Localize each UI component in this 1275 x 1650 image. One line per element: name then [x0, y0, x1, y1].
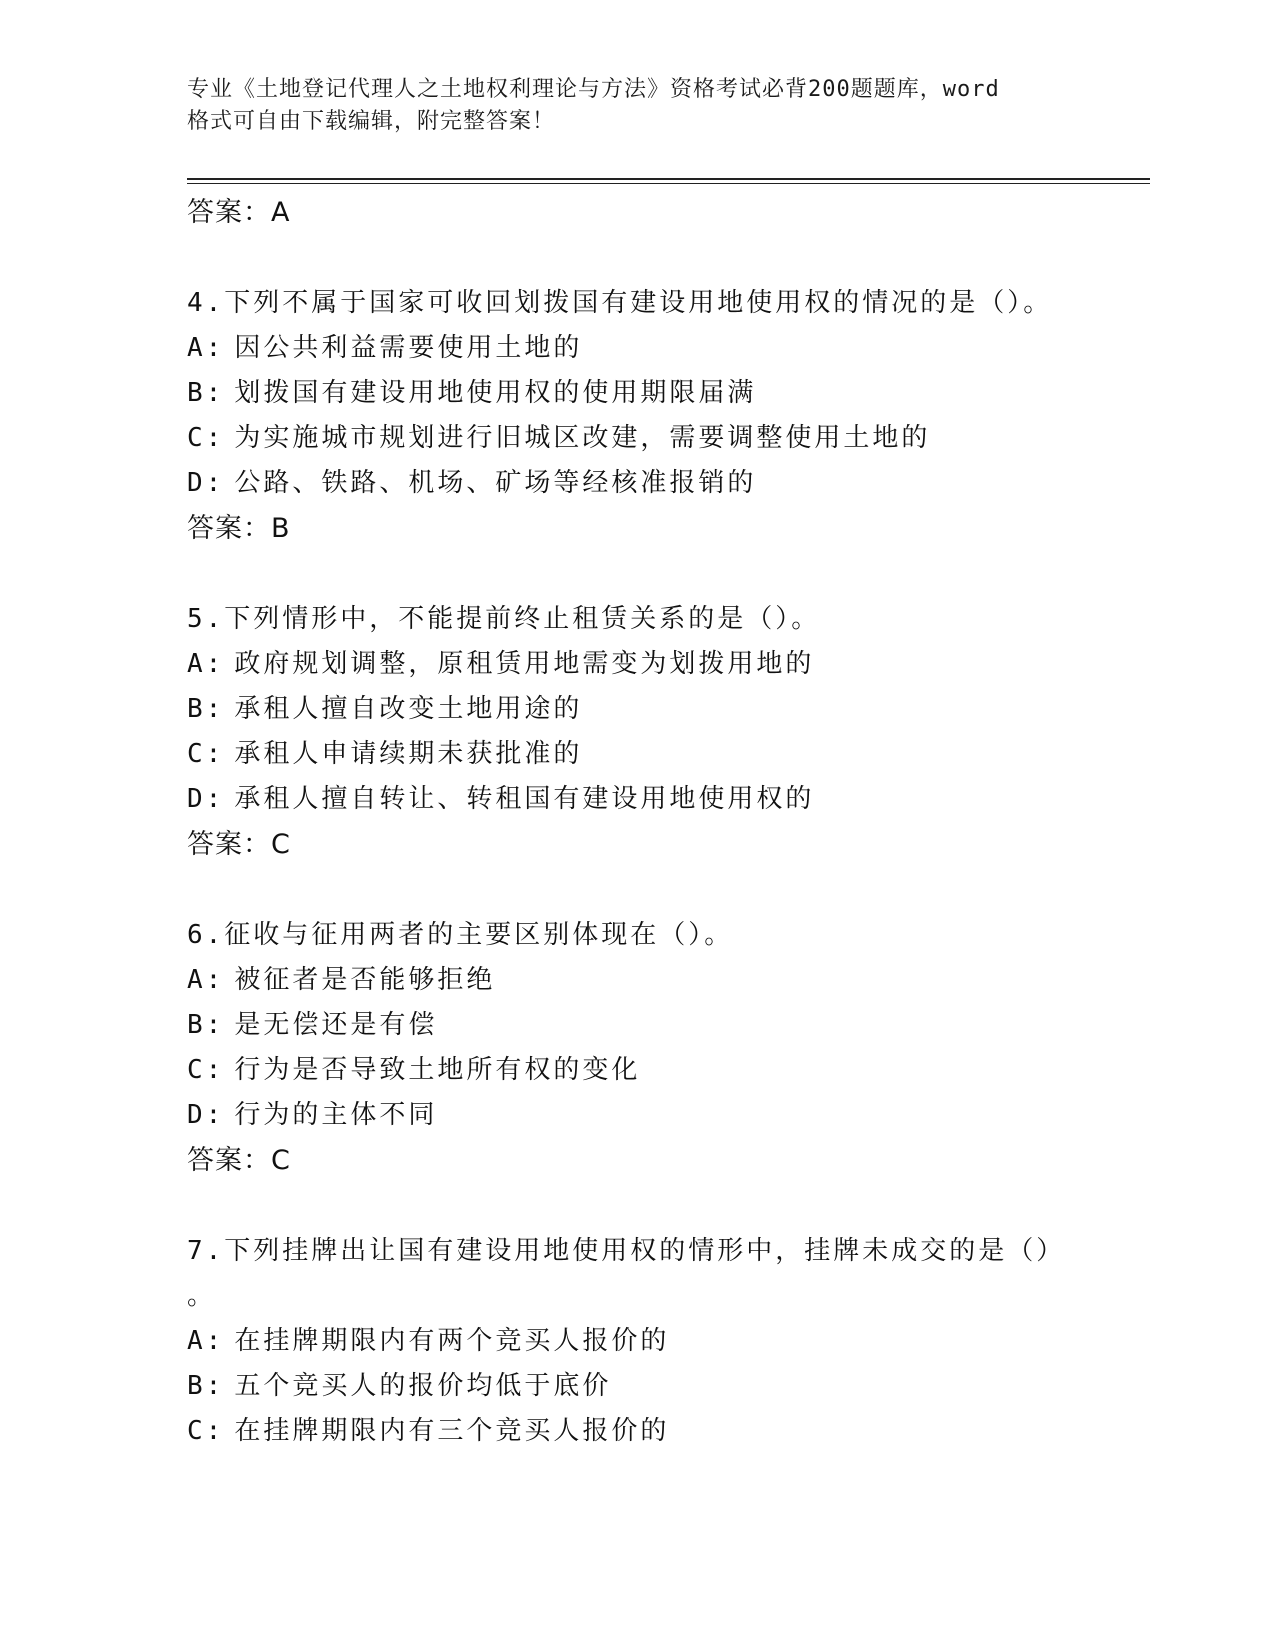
header-line-2: 格式可自由下载编辑，附完整答案！ [187, 109, 556, 134]
question-stem: 4.下列不属于国家可收回划拨国有建设用地使用权的情况的是（）。 [187, 288, 1053, 318]
option-text: 承租人擅自转让、转租国有建设用地使用权的 [234, 784, 815, 814]
option-text: 在挂牌期限内有三个竞买人报价的 [234, 1416, 670, 1446]
question-4 [187, 281, 1067, 551]
option-c [187, 732, 1067, 777]
option-key: B: [187, 1010, 225, 1040]
option-key: B: [187, 1371, 225, 1401]
question-stem: 5.下列情形中，不能提前终止租赁关系的是（）。 [187, 604, 821, 634]
answer-line: 答案：C [187, 829, 291, 860]
option-key: C: [187, 423, 225, 453]
option-a [187, 326, 1067, 371]
option-key: C: [187, 739, 225, 769]
option-c [187, 1409, 1067, 1454]
header-line-1: 专业《土地登记代理人之土地权利理论与方法》资格考试必背200题题库，word [187, 77, 1000, 102]
option-text: 因公共利益需要使用土地的 [234, 333, 583, 363]
question-stem: 6.征收与征用两者的主要区别体现在（）。 [187, 920, 734, 950]
option-text: 为实施城市规划进行旧城区改建，需要调整使用土地的 [234, 423, 931, 453]
option-d [187, 461, 1067, 506]
option-a [187, 958, 1067, 1003]
option-key: C: [187, 1416, 225, 1446]
option-text: 承租人申请续期未获批准的 [234, 739, 583, 769]
option-b [187, 1003, 1067, 1048]
option-d [187, 1093, 1067, 1138]
option-key: A: [187, 649, 225, 679]
option-text: 政府规划调整，原租赁用地需变为划拨用地的 [234, 649, 815, 679]
document-header [187, 74, 1067, 138]
question-7 [187, 1229, 1067, 1454]
option-c [187, 1048, 1067, 1093]
option-text: 行为的主体不同 [234, 1100, 438, 1130]
option-key: A: [187, 333, 225, 363]
option-text: 五个竞买人的报价均低于底价 [234, 1371, 612, 1401]
question-stem-continuation: 。 [187, 1281, 217, 1311]
option-c [187, 416, 1067, 461]
option-text: 被征者是否能够拒绝 [234, 965, 496, 995]
option-key: D: [187, 784, 225, 814]
question-stem: 7.下列挂牌出让国有建设用地使用权的情形中，挂牌未成交的是（） [187, 1236, 1066, 1266]
option-key: A: [187, 965, 225, 995]
question-5 [187, 597, 1067, 867]
option-text: 承租人擅自改变土地用途的 [234, 694, 583, 724]
option-text: 划拨国有建设用地使用权的使用期限届满 [234, 378, 757, 408]
option-text: 在挂牌期限内有两个竞买人报价的 [234, 1326, 670, 1356]
question-6 [187, 913, 1067, 1183]
header-divider-thin [187, 183, 1150, 184]
option-key: C: [187, 1055, 225, 1085]
option-key: D: [187, 468, 225, 498]
answer-line: 答案：A [187, 197, 291, 228]
option-text: 是无偿还是有偿 [234, 1010, 438, 1040]
header-divider-thick [187, 178, 1150, 180]
option-b [187, 371, 1067, 416]
option-a [187, 1319, 1067, 1364]
option-d [187, 777, 1067, 822]
option-b [187, 1364, 1067, 1409]
answer-line: 答案：B [187, 513, 291, 544]
option-key: D: [187, 1100, 225, 1130]
option-text: 公路、铁路、机场、矿场等经核准报销的 [234, 468, 757, 498]
option-text: 行为是否导致土地所有权的变化 [234, 1055, 641, 1085]
option-b [187, 687, 1067, 732]
option-key: B: [187, 694, 225, 724]
option-key: A: [187, 1326, 225, 1356]
question-list [187, 190, 1067, 1454]
option-key: B: [187, 378, 225, 408]
option-a [187, 642, 1067, 687]
answer-line: 答案：C [187, 1145, 291, 1176]
